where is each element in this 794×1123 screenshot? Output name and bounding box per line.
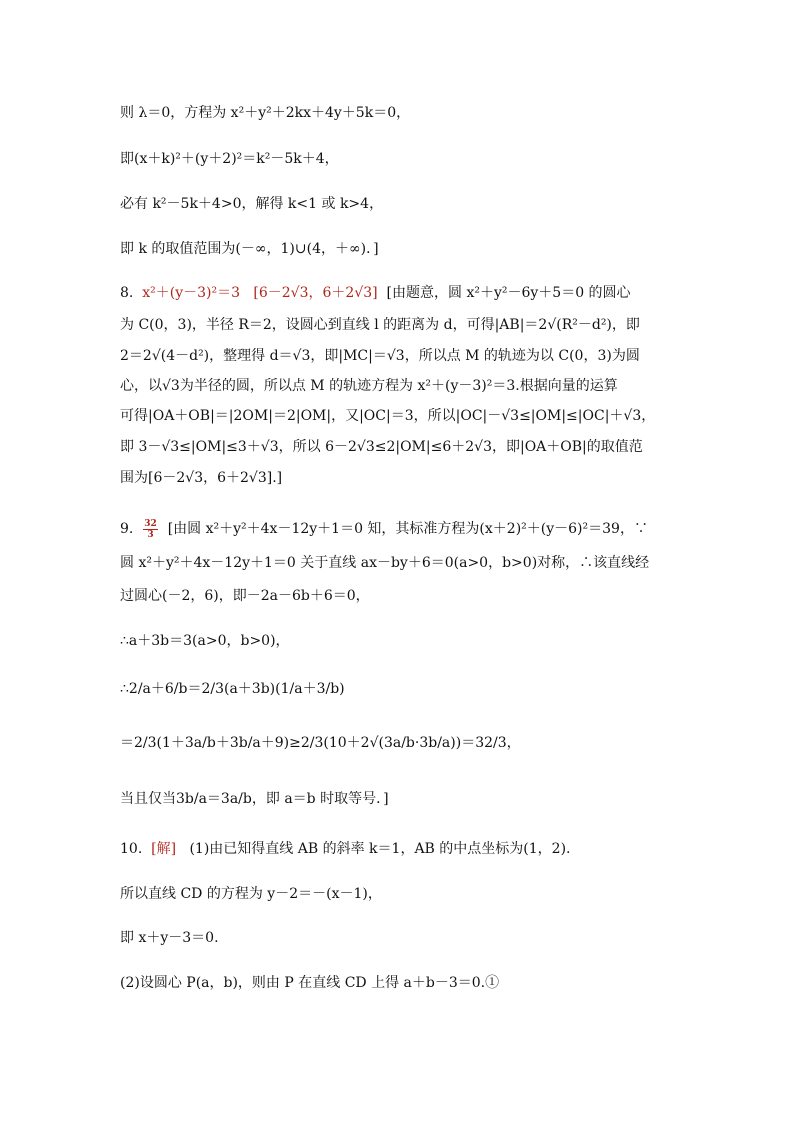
q9-number: 9.: [120, 521, 134, 537]
q10-line-2: 所以直线 CD 的方程为 y－2＝－(x－1)，: [120, 886, 382, 902]
q8-line-7: 围为[6－2√3，6＋2√3].]: [120, 470, 283, 486]
q9-line-2: 圆 x²＋y²＋4x－12y＋1＝0 关于直线 ax－by＋6＝0(a>0，b>0)对称，∴该直线经: [120, 555, 650, 571]
q8-line-5: 可得|OA＋OB|＝|2OM|＝2|OM|，又|OC|＝3，所以|OC|－√3≤|OM|≤|OC|＋√3，: [120, 408, 656, 424]
q8-line-2: 为 C(0，3)，半径 R＝2，设圆心到直线 l 的距离为 d，可得|AB|＝2√(R²－d²)，即: [120, 317, 640, 333]
q9-answer-fraction: [143, 519, 158, 540]
q8-text: [由题意，圆 x²＋y²－6y＋5＝0 的圆心: [386, 285, 631, 301]
q8-line-6: 即 3－√3≤|OM|≤3＋√3，所以 6－2√3≤2|OM|≤6＋2√3，即|OA＋OB|的取值范: [120, 439, 643, 455]
text-line: 即(x＋k)²＋(y＋2)²＝k²－5k＋4，: [120, 151, 339, 167]
q10-number: 10.: [120, 841, 143, 857]
q9-answer-numerator: 32: [144, 518, 157, 529]
q9-line-7: 当且仅当3b/a＝3a/b，即 a＝b 时取等号．]: [120, 791, 389, 807]
q8-answer: x²＋(y－3)²＝3: [142, 285, 241, 301]
q8-line-3: 2＝2√(4－d²)，整理得 d＝√3，即|MC|＝√3，所以点 M 的轨迹为以 C(0，3)为圆: [120, 348, 640, 364]
q8-line-1: [120, 282, 631, 304]
text-line: 则 λ＝0，方程为 x²＋y²＋2kx＋4y＋5k＝0，: [120, 105, 411, 121]
q8-number: 8.: [120, 285, 134, 301]
q8-range: [6－2√3，6＋2√3]: [253, 285, 378, 301]
q9-line-5: ∴2/a＋6/b＝2/3(a＋3b)(1/a＋3/b): [120, 681, 345, 697]
q9-line-1: [120, 518, 648, 540]
text-line: 即 k 的取值范围为(－∞，1)∪(4，＋∞)．]: [120, 241, 379, 257]
q10-line-4: (2)设圆心 P(a，b)，则由 P 在直线 CD 上得 a＋b－3＝0.①: [120, 975, 500, 991]
q9-line-4: ∴a＋3b＝3(a>0，b>0)，: [120, 633, 290, 649]
q9-answer-denominator: 3: [147, 529, 154, 540]
q10-text: (1)由已知得直线 AB 的斜率 k＝1，AB 的中点坐标为(1，2).: [189, 841, 571, 857]
q9-line-6: ＝2/3(1＋3a/b＋3b/a＋9)≥2/3(10＋2√(3a/b·3b/a))＝32/3，: [120, 735, 521, 751]
q9-line-3: 过圆心(－2，6)，即－2a－6b＋6＝0，: [120, 588, 370, 604]
q10-line-1: [120, 838, 570, 860]
q8-line-4: 心，以√3为半径的圆，所以点 M 的轨迹方程为 x²＋(y－3)²＝3.根据向量的运算: [120, 378, 618, 394]
text-line: 必有 k²－5k＋4>0，解得 k<1 或 k>4，: [120, 196, 384, 212]
q10-line-3: 即 x＋y－3＝0.: [120, 930, 219, 946]
q10-tag: [解]: [151, 841, 177, 857]
q9-text: [由圆 x²＋y²＋4x－12y＋1＝0 知，其标准方程为(x＋2)²＋(y－6)²＝39，∵: [167, 521, 648, 537]
